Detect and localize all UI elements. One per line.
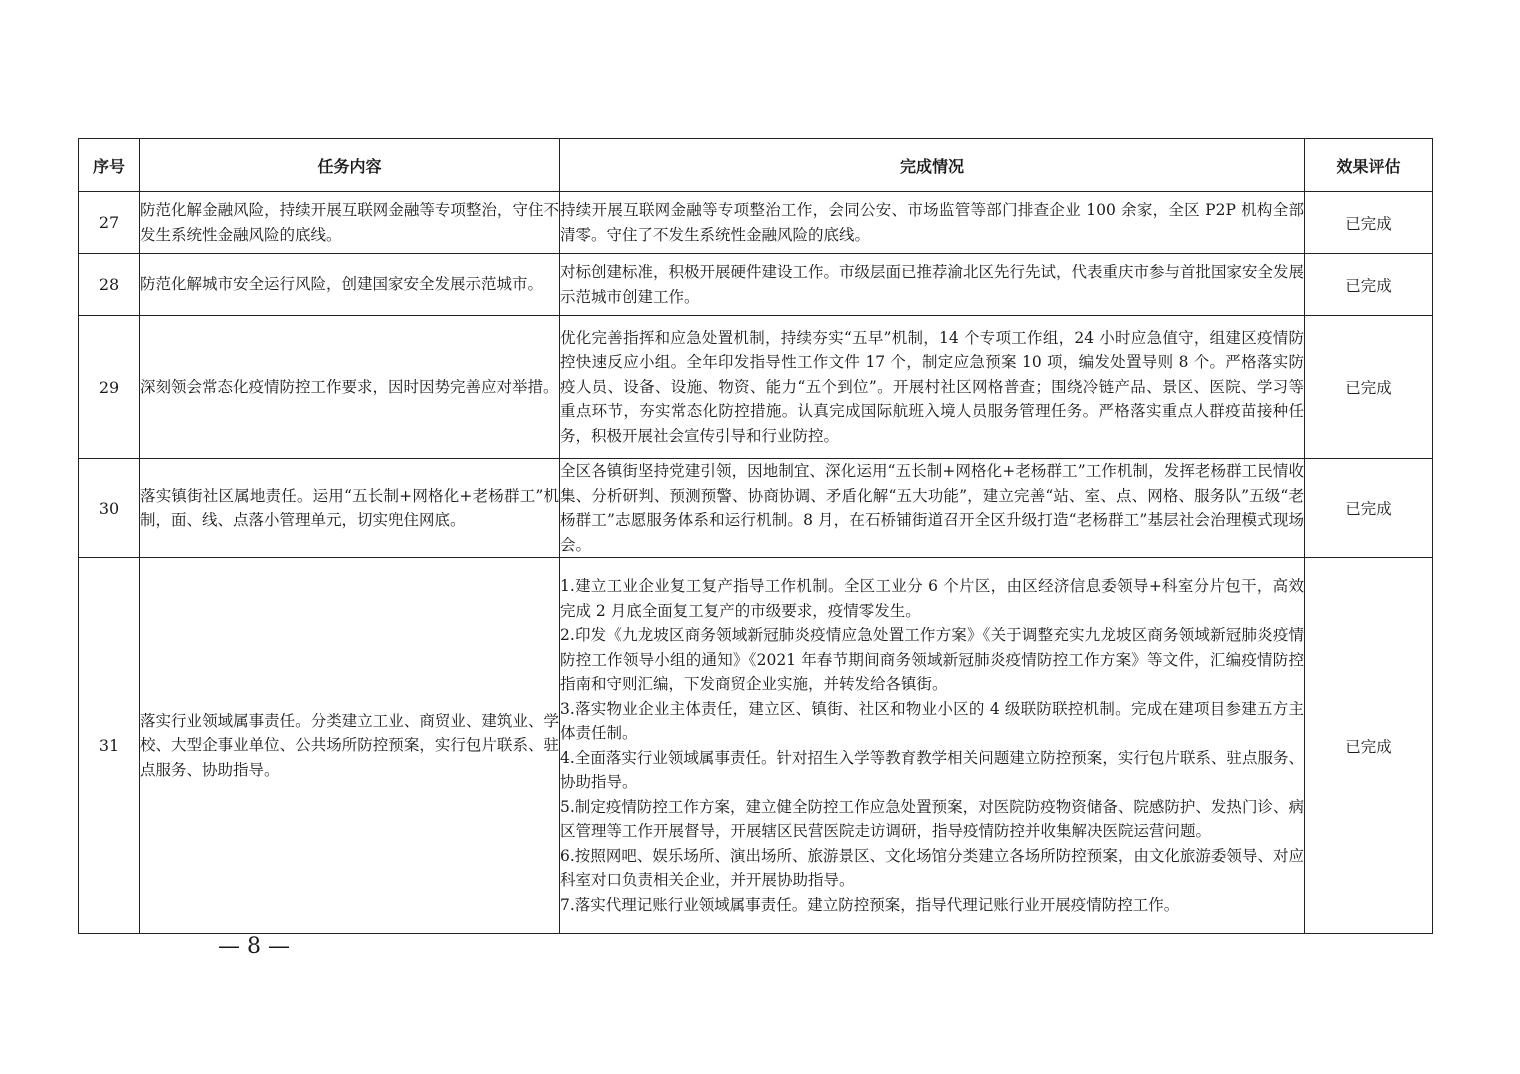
table-row — [79, 316, 1433, 459]
task-table — [78, 138, 1433, 934]
completion-paragraph: 优化完善指挥和应急处置机制，持续夯实“五早”机制，14 个专项工作组，24 小时应急值守，组建区疫情防控快速反应小组。全年印发指导性工作文件 17 个，制定应急预案 10 项，编发处置导则 8 个。严格落实防疫人员、设备、设施、物资、能力“五个到位”。开展村社区网格普查；围绕冷链产品、景区、医院、学习等重点环节，夯实常态化防控措施。认真完成国际航班入境人员服务管理任务。严格落实重点人群疫苗接种任务，积极开展社会宣传引导和行业防控。 — [560, 328, 1304, 445]
completion-paragraph: 持续开展互联网金融等专项整治工作，会同公安、市场监管等部门排查企业 100 余家，全区 P2P 机构全部清零。守住了不发生系统性金融风险的底线。 — [560, 201, 1304, 244]
table-row — [79, 254, 1433, 316]
row-completion — [560, 316, 1305, 459]
completion-item-7: 7.落实代理记账行业领域属事责任。建立防控预案，指导代理记账行业开展疫情防控工作。 — [560, 895, 1180, 914]
table-row — [79, 192, 1433, 254]
row-index: 30 — [79, 459, 140, 558]
header-index: 序号 — [79, 139, 140, 192]
completion-item-5: 5.制定疫情防控工作方案，建立健全防控工作应急处置预案，对医院防疫物资储备、院感防护、发热门诊、病区管理等工作开展督导，开展辖区民营医院走访调研，指导疫情防控并收集解决医院运营问题。 — [560, 797, 1304, 840]
row-completion — [560, 192, 1305, 254]
row-index: 29 — [79, 316, 140, 459]
completion-item-4: 4.全面落实行业领域属事责任。针对招生入学等教育教学相关问题建立防控预案，实行包片联系、驻点服务、协助指导。 — [560, 748, 1304, 791]
row-task: 防范化解金融风险，持续开展互联网金融等专项整治，守住不发生系统性金融风险的底线。 — [140, 192, 560, 254]
row-evaluation: 已完成 — [1305, 254, 1433, 316]
row-task: 落实行业领域属事责任。分类建立工业、商贸业、建筑业、学校、大型企事业单位、公共场所防控预案，实行包片联系、驻点服务、协助指导。 — [140, 558, 560, 934]
table-header-row — [79, 139, 1433, 192]
completion-item-3: 3.落实物业企业主体责任，建立区、镇街、社区和物业小区的 4 级联防联控机制。完成在建项目参建五方主体责任制。 — [560, 699, 1304, 742]
page-number: — 8 — — [218, 934, 290, 959]
completion-item-1: 1.建立工业企业复工复产指导工作机制。全区工业分 6 个片区，由区经济信息委领导+科室分片包干，高效完成 2 月底全面复工复产的市级要求，疫情零发生。 — [560, 577, 1304, 620]
completion-paragraph: 全区各镇街坚持党建引领，因地制宜、深化运用“五长制+网格化+老杨群工”工作机制，发挥老杨群工民情收集、分析研判、预测预警、协商协调、矛盾化解“五大功能”，建立完善“站、室、点、网格、服务队”五级“老杨群工”志愿服务体系和运行机制。8 月，在石桥铺街道召开全区升级打造“老杨群工”基层社会治理模式现场会。 — [560, 462, 1304, 554]
row-completion — [560, 254, 1305, 316]
table-row — [79, 558, 1433, 934]
row-evaluation: 已完成 — [1305, 316, 1433, 459]
row-index: 28 — [79, 254, 140, 316]
row-task: 防范化解城市安全运行风险，创建国家安全发展示范城市。 — [140, 254, 560, 316]
row-completion — [560, 459, 1305, 558]
row-completion — [560, 558, 1305, 934]
row-evaluation: 已完成 — [1305, 192, 1433, 254]
completion-item-2: 2.印发《九龙坡区商务领域新冠肺炎疫情应急处置工作方案》《关于调整充实九龙坡区商务领域新冠肺炎疫情防控工作领导小组的通知》《2021 年春节期间商务领域新冠肺炎疫情防控工作方案》等文件，汇编疫情防控指南和守则汇编，下发商贸企业实施，并转发给各镇街。 — [560, 626, 1304, 693]
header-task: 任务内容 — [140, 139, 560, 192]
header-evaluation: 效果评估 — [1305, 139, 1433, 192]
row-evaluation: 已完成 — [1305, 558, 1433, 934]
row-index: 27 — [79, 192, 140, 254]
completion-item-6: 6.按照网吧、娱乐场所、演出场所、旅游景区、文化场馆分类建立各场所防控预案，由文化旅游委领导、对应科室对口负责相关企业，并开展协助指导。 — [560, 846, 1304, 889]
completion-paragraph: 对标创建标准，积极开展硬件建设工作。市级层面已推荐渝北区先行先试，代表重庆市参与首批国家安全发展示范城市创建工作。 — [560, 263, 1305, 306]
table-row — [79, 459, 1433, 558]
row-evaluation: 已完成 — [1305, 459, 1433, 558]
row-task: 落实镇街社区属地责任。运用“五长制+网格化+老杨群工”机制，面、线、点落小管理单元，切实兜住网底。 — [140, 459, 560, 558]
row-task: 深刻领会常态化疫情防控工作要求，因时因势完善应对举措。 — [140, 316, 560, 459]
row-index: 31 — [79, 558, 140, 934]
header-completion: 完成情况 — [560, 139, 1305, 192]
